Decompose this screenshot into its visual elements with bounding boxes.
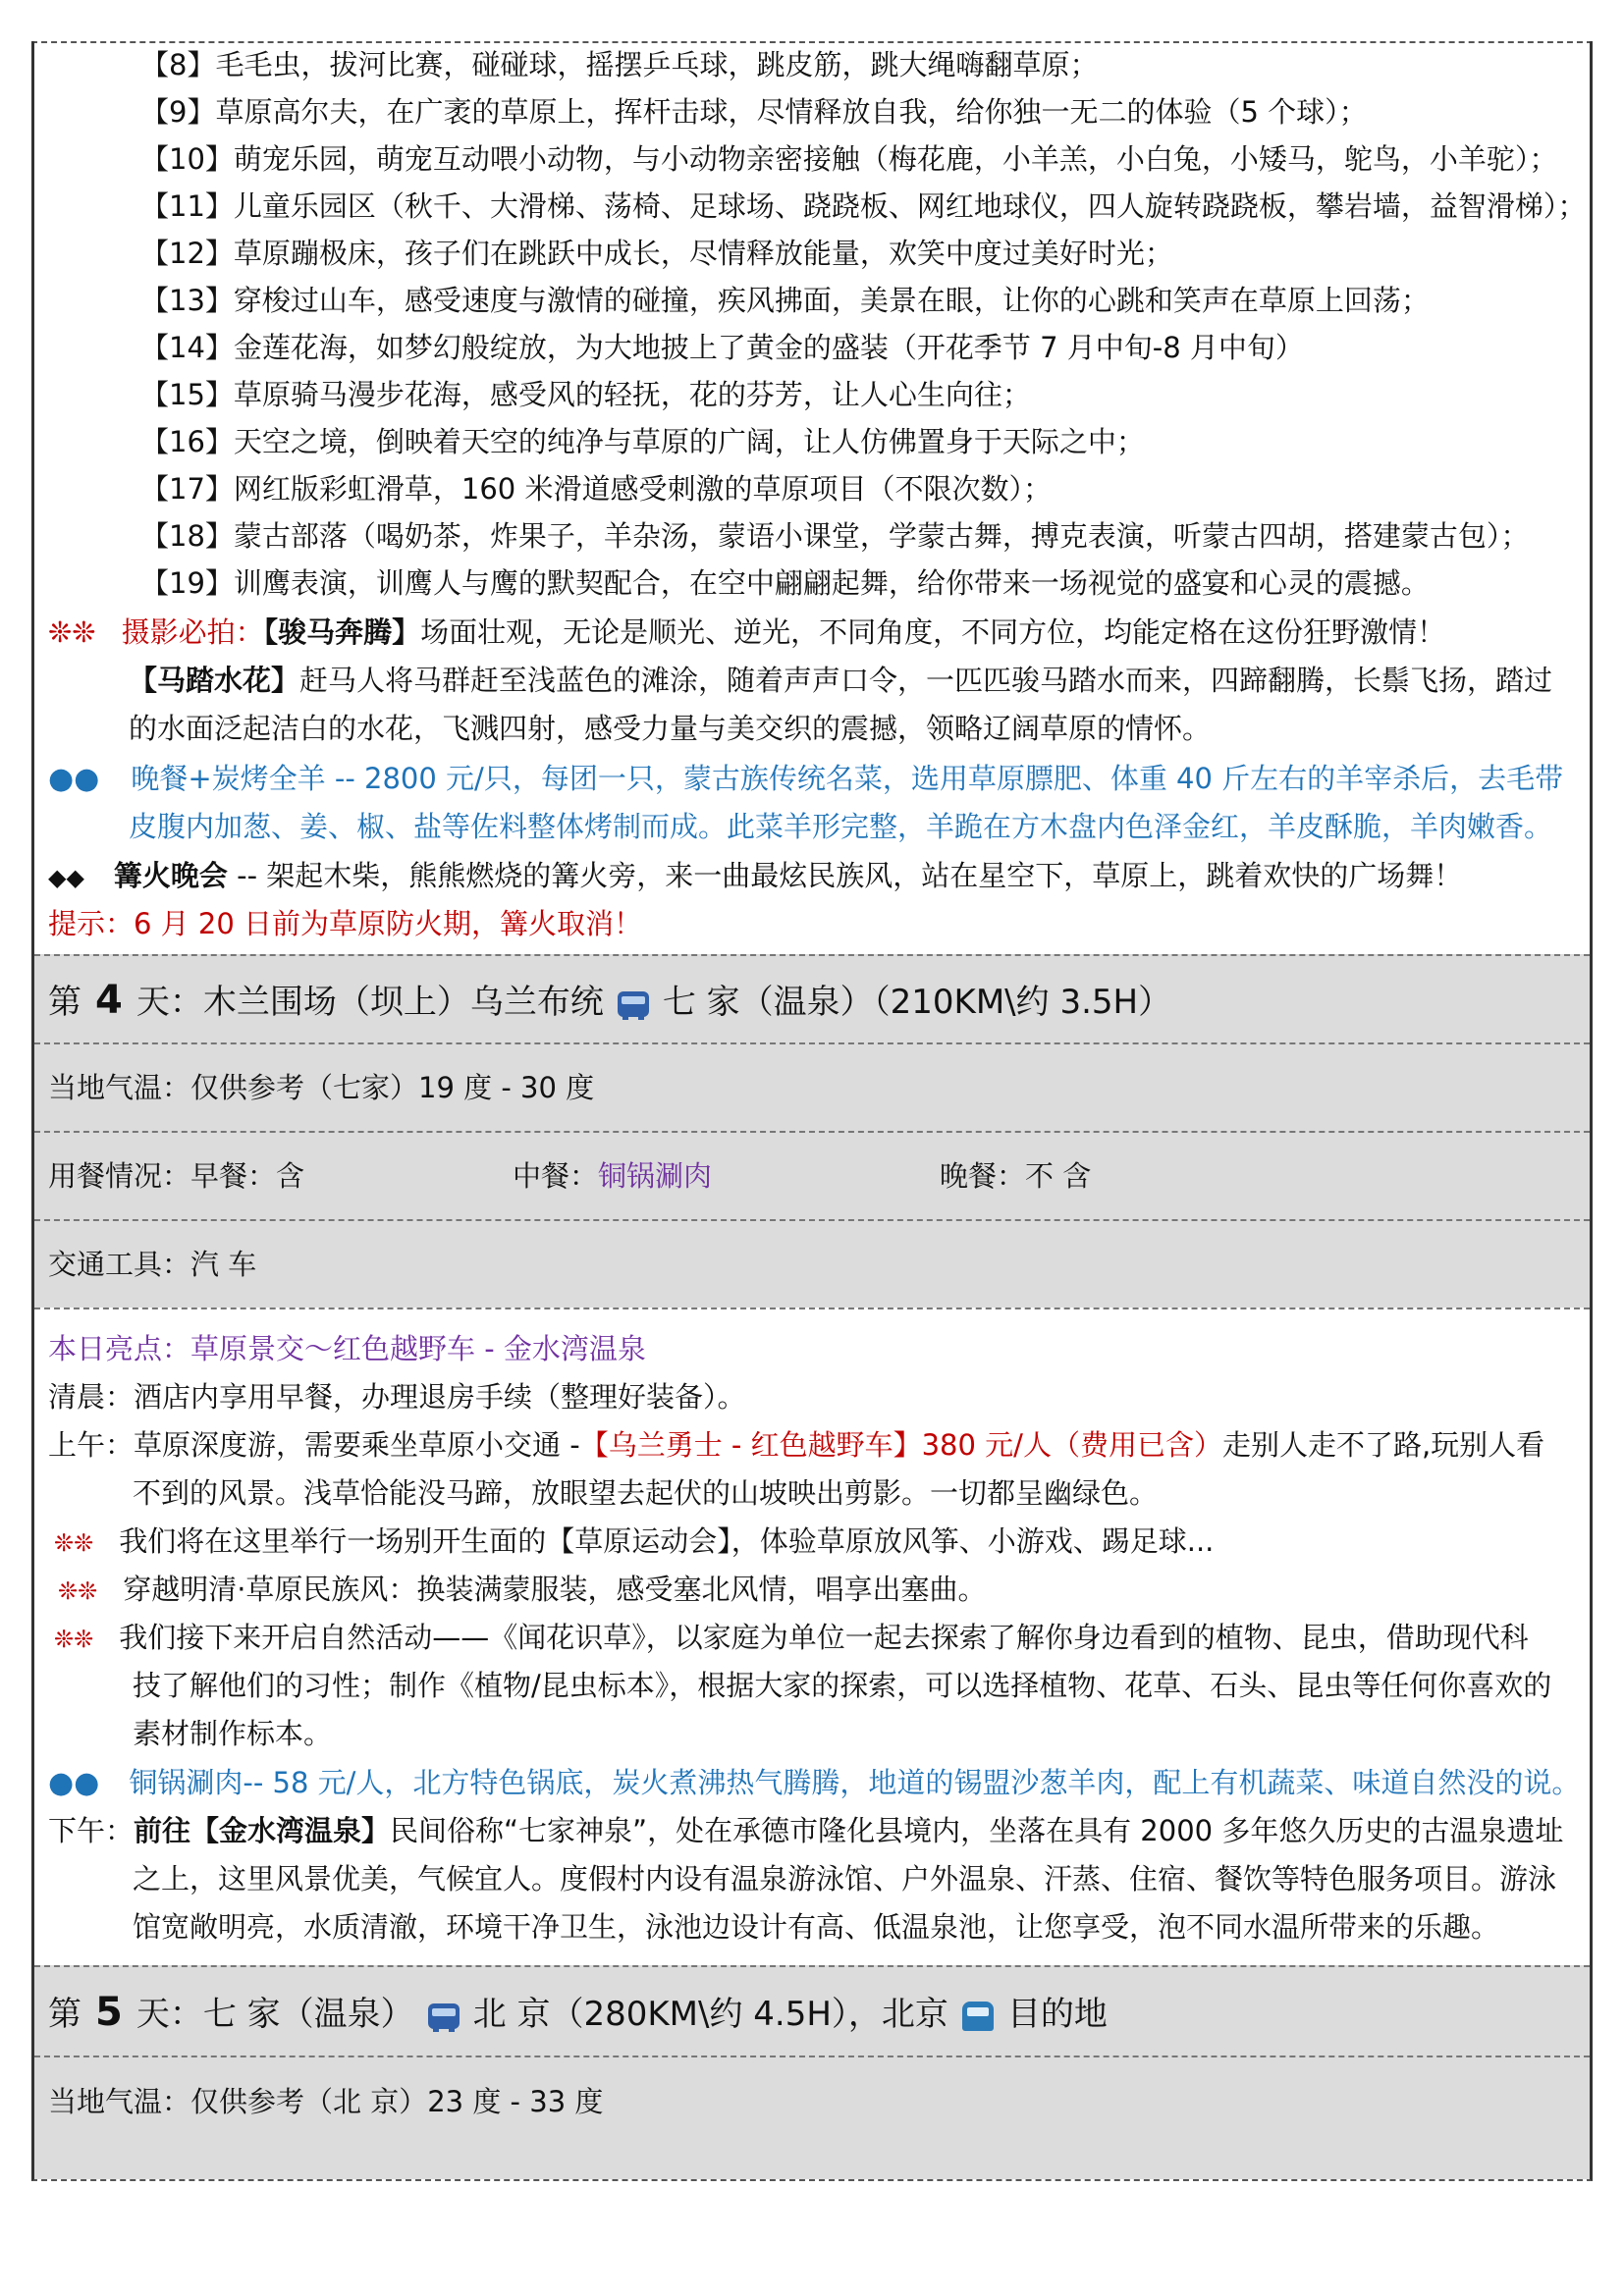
activity-15: 【15】草原骑马漫步花海，感受风的轻抚，花的芬芳，让人心生向往； xyxy=(140,378,1031,411)
photo-line-1 xyxy=(48,609,1445,657)
photo-text-1: 场面壮观，无论是顺光、逆光，不同角度，不同方位，均能定格在这份狂野激情！ xyxy=(420,615,1446,649)
photo-marker: ❊❊ xyxy=(48,615,96,649)
bonfire-line xyxy=(48,852,1462,902)
day4-highlight: 本日亮点：草原景交～红色越野车 - 金水湾温泉 xyxy=(48,1332,646,1365)
day4-early-morning: 清晨：酒店内享用早餐，办理退房手续（整理好装备）。 xyxy=(48,1380,746,1414)
day4-lunch-value: 铜锅涮肉 xyxy=(598,1159,713,1193)
photo-label: 摄影必拍： xyxy=(121,615,264,649)
fire-notice: 提示：6 月 20 日前为草原防火期，篝火取消！ xyxy=(48,907,643,940)
day4-route: 天：木兰围场（坝上）乌兰布统 xyxy=(135,983,604,1022)
bonfire-text: -- 架起木柴，熊熊燃烧的篝火旁，来一曲最炫民族风，站在星空下，草原上，跳着欢快的广场舞！ xyxy=(227,859,1463,892)
day4-pm-text3: 馆宽敞明亮，水质清澈，环境干净卫生，泳池边设计有高、低温泉池，让您享受，泡不同水温所带来的乐趣。 xyxy=(133,1910,1500,1944)
photo-title-2: 【马踏水花】 xyxy=(129,664,300,697)
activity-10: 【10】萌宠乐园，萌宠互动喂小动物，与小动物亲密接触（梅花鹿，小羊羔，小白兔，小矮马，鸵鸟，小羊驼）； xyxy=(140,142,1558,176)
bonfire-marker: ◆◆ xyxy=(48,864,84,891)
day4-sports-marker: ❊❊ xyxy=(54,1529,94,1557)
day4-sports-line xyxy=(54,1518,1214,1568)
day4-costume: 穿越明清·草原民族风：换装满蒙服装，感受塞北风情，唱享出塞曲。 xyxy=(123,1573,987,1606)
activity-9: 【9】草原高尔夫，在广袤的草原上，挥杆击球，尽情释放自我，给你独一无二的体验（5 个球）； xyxy=(140,95,1368,129)
photo-text-2a: 赶马人将马群赶至浅蓝色的滩涂，随着声声口令，一匹匹骏马踏水而来，四蹄翻腾，长鬃飞扬，踏过 xyxy=(299,664,1553,697)
photo-text-2b: 的水面泛起洁白的水花，飞溅四射，感受力量与美交织的震撼，领略辽阔草原的情怀。 xyxy=(129,712,1212,745)
day4-number: 4 xyxy=(95,978,123,1023)
day4-am-text2: 走别人走不了路,玩别人看 xyxy=(1221,1428,1545,1462)
day4-breakfast: 用餐情况：早餐：含 xyxy=(48,1159,305,1193)
day4-costume-marker: ❊❊ xyxy=(58,1577,98,1605)
activity-13: 【13】穿梭过山车，感受速度与激情的碰撞，疾风拂面，美景在眼，让你的心跳和笑声在草原上回荡； xyxy=(140,284,1430,317)
activity-8: 【8】毛毛虫，拔河比赛，碰碰球，摇摆乒乓球，跳皮筋，跳大绳嗨翻草原； xyxy=(140,48,1099,81)
day4-afternoon-line xyxy=(48,1807,1563,1855)
photo-title-1: 【骏马奔腾】 xyxy=(263,615,421,649)
day4-am-cont: 不到的风景。浅草恰能没马蹄，放眼望去起伏的山坡映出剪影。一切都呈幽绿色。 xyxy=(133,1476,1159,1510)
activity-12: 【12】草原蹦极床，孩子们在跳跃中成长，尽情释放能量，欢笑中度过美好时光； xyxy=(140,237,1173,270)
activity-19: 【19】训鹰表演，训鹰人与鹰的默契配合，在空中翩翩起舞，给你带来一场视觉的盛宴和心灵的震撼。 xyxy=(140,566,1430,600)
activity-16: 【16】天空之境，倒映着天空的纯净与草原的广阔，让人仿佛置身于天际之中； xyxy=(140,425,1145,458)
day4-morning-line xyxy=(48,1421,1544,1469)
day4-weather: 当地气温：仅供参考（七家）19 度 - 30 度 xyxy=(34,1042,1590,1131)
bus-icon xyxy=(618,991,649,1017)
activity-18: 【18】蒙古部落（喝奶茶，炸果子，羊杂汤，蒙语小课堂，学蒙古舞，搏克表演，听蒙古四胡，搭建蒙古包）； xyxy=(140,519,1530,553)
itinerary-page xyxy=(31,41,1593,2181)
day4-hotpot-marker: ●● xyxy=(48,1766,100,1800)
photo-line-2 xyxy=(129,657,1552,705)
day4-am-text1: 草原深度游，需要乘坐草原小交通 - xyxy=(134,1428,580,1462)
day4-nature1: 我们接下来开启自然活动——《闻花识草》，以家庭为单位一起去探索了解你身边看到的植物、昆虫，借助现代科 xyxy=(119,1621,1529,1654)
day4-pm-title: 前往【金水湾温泉】 xyxy=(134,1814,391,1847)
bus-icon xyxy=(428,2003,460,2029)
bonfire-title: 篝火晚会 xyxy=(113,859,228,892)
day4-hotpot: 铜锅涮肉-- 58 元/人，北方特色锅底，炭火煮沸热气腾腾，地道的锡盟沙葱羊肉，配上有机蔬菜、味道自然没的说。 xyxy=(129,1766,1581,1799)
day4-dinner: 晚餐：不 含 xyxy=(940,1159,1092,1193)
dinner-line-1 xyxy=(48,755,1563,803)
day4-am-label: 上午： xyxy=(48,1428,135,1462)
day5-dest: 目的地 xyxy=(1006,1995,1108,2034)
day4-sports: 我们将在这里举行一场别开生面的【草原运动会】，体验草原放风筝、小游戏、踢足球... xyxy=(119,1524,1215,1558)
day4-lunch-label: 中餐： xyxy=(513,1159,599,1193)
day4-body-divider xyxy=(34,1308,1590,1309)
day5-number: 5 xyxy=(95,1990,123,2035)
dinner-marker: ●● xyxy=(48,762,100,796)
day4-hotpot-line xyxy=(48,1759,1580,1807)
day4-pm-text1: 民间俗称“七家神泉”，处在承德市隆化县境内，坐落在具有 2000 多年悠久历史的古温泉遗址 xyxy=(390,1814,1564,1847)
day4-pm-text2: 之上，这里风景优美，气候宜人。度假村内设有温泉游泳馆、户外温泉、汗蒸、住宿、餐饮等特色服务项目。游泳 xyxy=(133,1862,1557,1896)
day5-weather: 当地气温：仅供参考（北 京）23 度 - 33 度 xyxy=(34,2056,1590,2179)
day4-meals xyxy=(34,1131,1590,1219)
day4-am-red: 【乌兰勇士 - 红色越野车】380 元/人（费用已含） xyxy=(579,1428,1222,1462)
day4-nature2: 技了解他们的习性；制作《植物/昆虫标本》，根据大家的探索，可以选择植物、花草、石头、昆虫等任何你喜欢的 xyxy=(133,1669,1552,1702)
activity-14: 【14】金莲花海，如梦幻般绽放，为大地披上了黄金的盛装（开花季节 7 月中旬-8 月中旬） xyxy=(140,331,1304,364)
day4-pm-label: 下午： xyxy=(48,1814,135,1847)
activity-11: 【11】儿童乐园区（秋千、大滑梯、荡椅、足球场、跷跷板、网红地球仪，四人旋转跷跷板，攀岩墙，益智滑梯）； xyxy=(140,189,1587,223)
activity-17: 【17】网红版彩虹滑草，160 米滑道感受刺激的草原项目（不限次数）； xyxy=(140,472,1052,506)
day4-dest: 七 家（温泉）（210KM\约 3.5H） xyxy=(662,983,1172,1022)
dinner-text-1: 晚餐+炭烤全羊 -- 2800 元/只，每团一只，蒙古族传统名菜，选用草原膘肥、体重 40 斤左右的羊宰杀后，去毛带 xyxy=(131,762,1564,795)
day5-mid: 北 京（280KM\约 4.5H），北京 xyxy=(472,1995,948,2034)
day4-transport: 交通工具：汽 车 xyxy=(34,1219,1590,1308)
day4-costume-line xyxy=(58,1566,986,1616)
day4-prefix: 第 xyxy=(48,983,81,1022)
day5-prefix: 第 xyxy=(48,1995,81,2034)
day4-nature-marker: ❊❊ xyxy=(54,1626,94,1653)
dinner-text-2: 皮腹内加葱、姜、椒、盐等佐料整体烤制而成。此菜羊形完整，羊跪在方木盘内色泽金红，羊皮酥脆，羊肉嫩香。 xyxy=(129,810,1553,843)
day4-nature-line xyxy=(54,1614,1529,1664)
day5-route: 天：七 家（温泉） xyxy=(135,1995,414,2034)
day5-header xyxy=(34,1965,1590,2056)
day4-header xyxy=(34,954,1590,1042)
day4-nature3: 素材制作标本。 xyxy=(133,1717,333,1750)
train-icon xyxy=(962,2002,994,2031)
